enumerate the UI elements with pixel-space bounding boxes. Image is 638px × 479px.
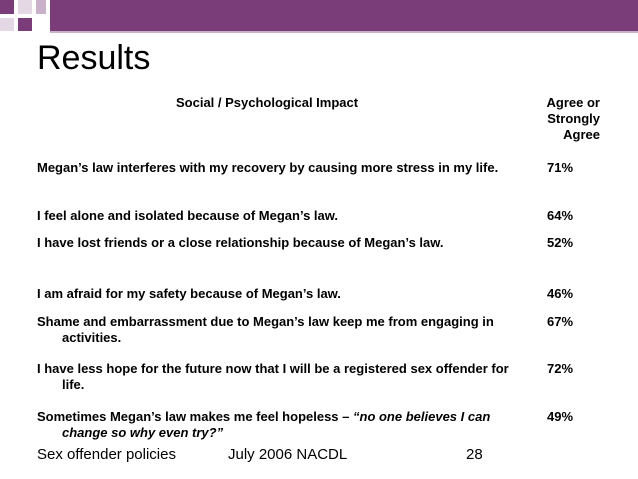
statement-text: Sometimes Megan’s law makes me feel hopeless – (37, 409, 353, 424)
page-number: 28 (466, 446, 483, 463)
statement: I have less hope for the future now that I will be a registered sex offender for life. (37, 361, 509, 392)
statement: Megan’s law interferes with my recovery by causing more stress in my life. (37, 160, 499, 175)
decor-square (0, 0, 14, 14)
percentage: 49% (547, 409, 574, 424)
statement: Shame and embarrassment due to Megan’s law keep me from engaging in activities. (37, 314, 494, 345)
percentage: 67% (547, 314, 574, 329)
title-bar (50, 0, 638, 31)
footer-left: Sex offender policies (37, 446, 176, 463)
header-line: Strongly (547, 111, 600, 126)
decor-square (18, 18, 32, 31)
decor-square (36, 0, 46, 14)
column-header-impact: Social / Psychological Impact (176, 95, 359, 110)
statement (37, 409, 515, 441)
statement: I am afraid for my safety because of Megan’s law. (37, 286, 341, 301)
percentage: 52% (547, 235, 574, 250)
title-underline (50, 31, 638, 33)
percentage: 46% (547, 286, 574, 301)
statement: I have lost friends or a close relationship because of Megan’s law. (37, 235, 444, 250)
decor-square (0, 18, 14, 31)
column-header-agree (530, 95, 600, 143)
slide-title: Results (37, 39, 151, 77)
footer-center: July 2006 NACDL (228, 446, 348, 463)
percentage: 72% (547, 361, 574, 376)
top-decoration (0, 0, 638, 34)
header-line: Agree (563, 127, 600, 142)
statement: I feel alone and isolated because of Megan’s law. (37, 208, 339, 223)
percentage: 64% (547, 208, 574, 223)
statement-quote: “no one believes I can change so why even try?” (62, 409, 491, 440)
percentage: 71% (547, 160, 574, 175)
header-line: Agree or (546, 95, 600, 110)
decor-square (18, 0, 32, 14)
